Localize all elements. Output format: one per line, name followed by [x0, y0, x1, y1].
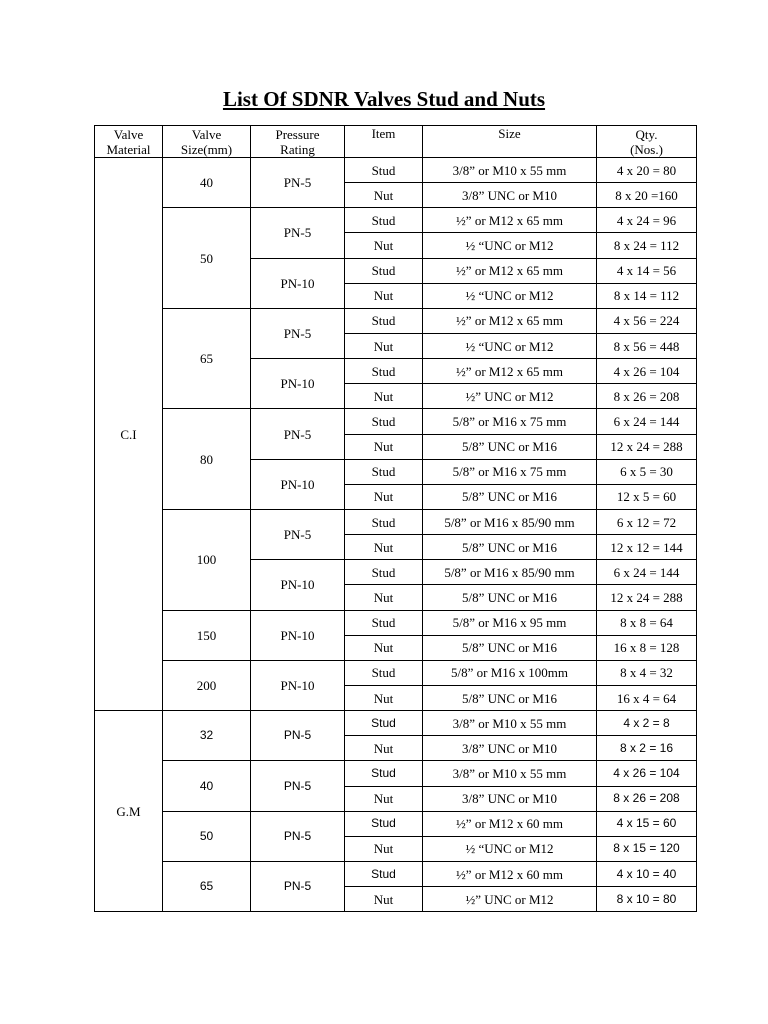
item-cell: Nut	[345, 585, 423, 610]
qty-cell: 4 x 2 = 8	[597, 711, 697, 736]
item-cell: Stud	[345, 509, 423, 534]
pressure-rating-cell: PN-10	[251, 610, 345, 660]
qty-cell: 6 x 24 = 144	[597, 409, 697, 434]
valve-size-cell: 65	[163, 861, 251, 911]
item-cell: Stud	[345, 158, 423, 183]
item-cell: Nut	[345, 333, 423, 358]
table-row	[95, 208, 697, 233]
table-row	[95, 861, 697, 886]
pressure-rating-cell: PN-5	[251, 208, 345, 258]
valve-size-cell: 200	[163, 660, 251, 710]
table-body	[95, 158, 697, 912]
qty-cell: 12 x 24 = 288	[597, 585, 697, 610]
qty-cell: 8 x 4 = 32	[597, 660, 697, 685]
table-header-row	[95, 126, 697, 158]
item-cell: Stud	[345, 610, 423, 635]
item-cell: Nut	[345, 535, 423, 560]
bolt-size-cell: ½ “UNC or M12	[423, 333, 597, 358]
bolt-size-cell: ½” or M12 x 65 mm	[423, 359, 597, 384]
qty-cell: 4 x 10 = 40	[597, 861, 697, 886]
item-cell: Stud	[345, 308, 423, 333]
bolt-size-cell: ½ “UNC or M12	[423, 283, 597, 308]
qty-cell: 6 x 12 = 72	[597, 509, 697, 534]
bolt-size-cell: 3/8” or M10 x 55 mm	[423, 711, 597, 736]
header-item: Item	[345, 126, 423, 158]
qty-cell: 4 x 14 = 56	[597, 258, 697, 283]
valve-size-cell: 150	[163, 610, 251, 660]
bolt-size-cell: 5/8” UNC or M16	[423, 484, 597, 509]
item-cell: Nut	[345, 887, 423, 912]
valve-size-cell: 80	[163, 409, 251, 510]
pressure-rating-cell: PN-5	[251, 509, 345, 559]
item-cell: Stud	[345, 761, 423, 786]
bolt-size-cell: 3/8” or M10 x 55 mm	[423, 761, 597, 786]
qty-cell: 12 x 5 = 60	[597, 484, 697, 509]
bolt-size-cell: 5/8” or M16 x 85/90 mm	[423, 509, 597, 534]
item-cell: Nut	[345, 484, 423, 509]
bolt-size-cell: ½” or M12 x 60 mm	[423, 861, 597, 886]
pressure-rating-cell: PN-5	[251, 811, 345, 861]
table-row	[95, 308, 697, 333]
item-cell: Nut	[345, 635, 423, 660]
pressure-rating-cell: PN-5	[251, 409, 345, 459]
qty-cell: 8 x 2 = 16	[597, 736, 697, 761]
header-pressure-rating: Pressure Rating	[251, 126, 345, 158]
qty-cell: 8 x 56 = 448	[597, 333, 697, 358]
qty-cell: 8 x 20 =160	[597, 183, 697, 208]
item-cell: Nut	[345, 384, 423, 409]
bolt-size-cell: ½ “UNC or M12	[423, 233, 597, 258]
valve-size-cell: 100	[163, 509, 251, 610]
item-cell: Nut	[345, 836, 423, 861]
item-cell: Nut	[345, 685, 423, 710]
qty-cell: 4 x 24 = 96	[597, 208, 697, 233]
qty-cell: 16 x 8 = 128	[597, 635, 697, 660]
qty-cell: 8 x 24 = 112	[597, 233, 697, 258]
pressure-rating-cell: PN-5	[251, 861, 345, 911]
bolt-size-cell: 3/8” UNC or M10	[423, 183, 597, 208]
bolt-size-cell: 3/8” UNC or M10	[423, 736, 597, 761]
table-row	[95, 509, 697, 534]
qty-cell: 12 x 24 = 288	[597, 434, 697, 459]
pressure-rating-cell: PN-5	[251, 711, 345, 761]
item-cell: Nut	[345, 183, 423, 208]
valve-size-cell: 40	[163, 158, 251, 208]
item-cell: Nut	[345, 233, 423, 258]
pressure-rating-cell: PN-10	[251, 359, 345, 409]
bolt-size-cell: ½” or M12 x 65 mm	[423, 208, 597, 233]
bolt-size-cell: ½” or M12 x 60 mm	[423, 811, 597, 836]
bolt-size-cell: 3/8” UNC or M10	[423, 786, 597, 811]
item-cell: Stud	[345, 861, 423, 886]
header-size: Size	[423, 126, 597, 158]
pressure-rating-cell: PN-10	[251, 560, 345, 610]
item-cell: Stud	[345, 359, 423, 384]
table-row	[95, 409, 697, 434]
table-row	[95, 761, 697, 786]
bolt-size-cell: ½” UNC or M12	[423, 384, 597, 409]
valve-size-cell: 40	[163, 761, 251, 811]
bolt-size-cell: ½” or M12 x 65 mm	[423, 308, 597, 333]
bolt-size-cell: 5/8” or M16 x 95 mm	[423, 610, 597, 635]
bolt-size-cell: 3/8” or M10 x 55 mm	[423, 158, 597, 183]
bolt-size-cell: 5/8” or M16 x 75 mm	[423, 459, 597, 484]
bolt-size-cell: ½ “UNC or M12	[423, 836, 597, 861]
item-cell: Nut	[345, 434, 423, 459]
item-cell: Stud	[345, 811, 423, 836]
bolt-size-cell: 5/8” or M16 x 100mm	[423, 660, 597, 685]
bolt-size-cell: 5/8” UNC or M16	[423, 535, 597, 560]
qty-cell: 4 x 26 = 104	[597, 359, 697, 384]
qty-cell: 8 x 14 = 112	[597, 283, 697, 308]
valve-size-cell: 65	[163, 308, 251, 409]
qty-cell: 8 x 26 = 208	[597, 786, 697, 811]
pressure-rating-cell: PN-10	[251, 459, 345, 509]
qty-cell: 6 x 5 = 30	[597, 459, 697, 484]
pressure-rating-cell: PN-10	[251, 258, 345, 308]
item-cell: Stud	[345, 660, 423, 685]
qty-cell: 16 x 4 = 64	[597, 685, 697, 710]
qty-cell: 6 x 24 = 144	[597, 560, 697, 585]
qty-cell: 12 x 12 = 144	[597, 535, 697, 560]
bolt-size-cell: ½” or M12 x 65 mm	[423, 258, 597, 283]
table-row	[95, 660, 697, 685]
bolt-size-cell: 5/8” UNC or M16	[423, 635, 597, 660]
header-valve-size: Valve Size(mm)	[163, 126, 251, 158]
pressure-rating-cell: PN-10	[251, 660, 345, 710]
qty-cell: 8 x 8 = 64	[597, 610, 697, 635]
pressure-rating-cell: PN-5	[251, 308, 345, 358]
item-cell: Nut	[345, 283, 423, 308]
bolt-size-cell: 5/8” UNC or M16	[423, 585, 597, 610]
valves-table	[94, 125, 697, 912]
qty-cell: 4 x 20 = 80	[597, 158, 697, 183]
qty-cell: 4 x 26 = 104	[597, 761, 697, 786]
item-cell: Stud	[345, 409, 423, 434]
qty-cell: 4 x 15 = 60	[597, 811, 697, 836]
bolt-size-cell: 5/8” or M16 x 75 mm	[423, 409, 597, 434]
table-row	[95, 610, 697, 635]
bolt-size-cell: 5/8” UNC or M16	[423, 434, 597, 459]
qty-cell: 8 x 15 = 120	[597, 836, 697, 861]
item-cell: Stud	[345, 208, 423, 233]
valve-size-cell: 50	[163, 208, 251, 309]
item-cell: Nut	[345, 786, 423, 811]
table-row	[95, 711, 697, 736]
valve-size-cell: 50	[163, 811, 251, 861]
bolt-size-cell: 5/8” or M16 x 85/90 mm	[423, 560, 597, 585]
table-row	[95, 811, 697, 836]
valve-size-cell: 32	[163, 711, 251, 761]
pressure-rating-cell: PN-5	[251, 158, 345, 208]
qty-cell: 4 x 56 = 224	[597, 308, 697, 333]
bolt-size-cell: ½” UNC or M12	[423, 887, 597, 912]
header-qty: Qty. (Nos.)	[597, 126, 697, 158]
bolt-size-cell: 5/8” UNC or M16	[423, 685, 597, 710]
table-row	[95, 158, 697, 183]
valve-material-cell: G.M	[95, 711, 163, 912]
item-cell: Stud	[345, 459, 423, 484]
item-cell: Nut	[345, 736, 423, 761]
pressure-rating-cell: PN-5	[251, 761, 345, 811]
qty-cell: 8 x 26 = 208	[597, 384, 697, 409]
item-cell: Stud	[345, 711, 423, 736]
document-title: List Of SDNR Valves Stud and Nuts	[222, 87, 546, 111]
header-valve-material: Valve Material	[95, 126, 163, 158]
qty-cell: 8 x 10 = 80	[597, 887, 697, 912]
valve-material-cell: C.I	[95, 158, 163, 711]
item-cell: Stud	[345, 258, 423, 283]
item-cell: Stud	[345, 560, 423, 585]
